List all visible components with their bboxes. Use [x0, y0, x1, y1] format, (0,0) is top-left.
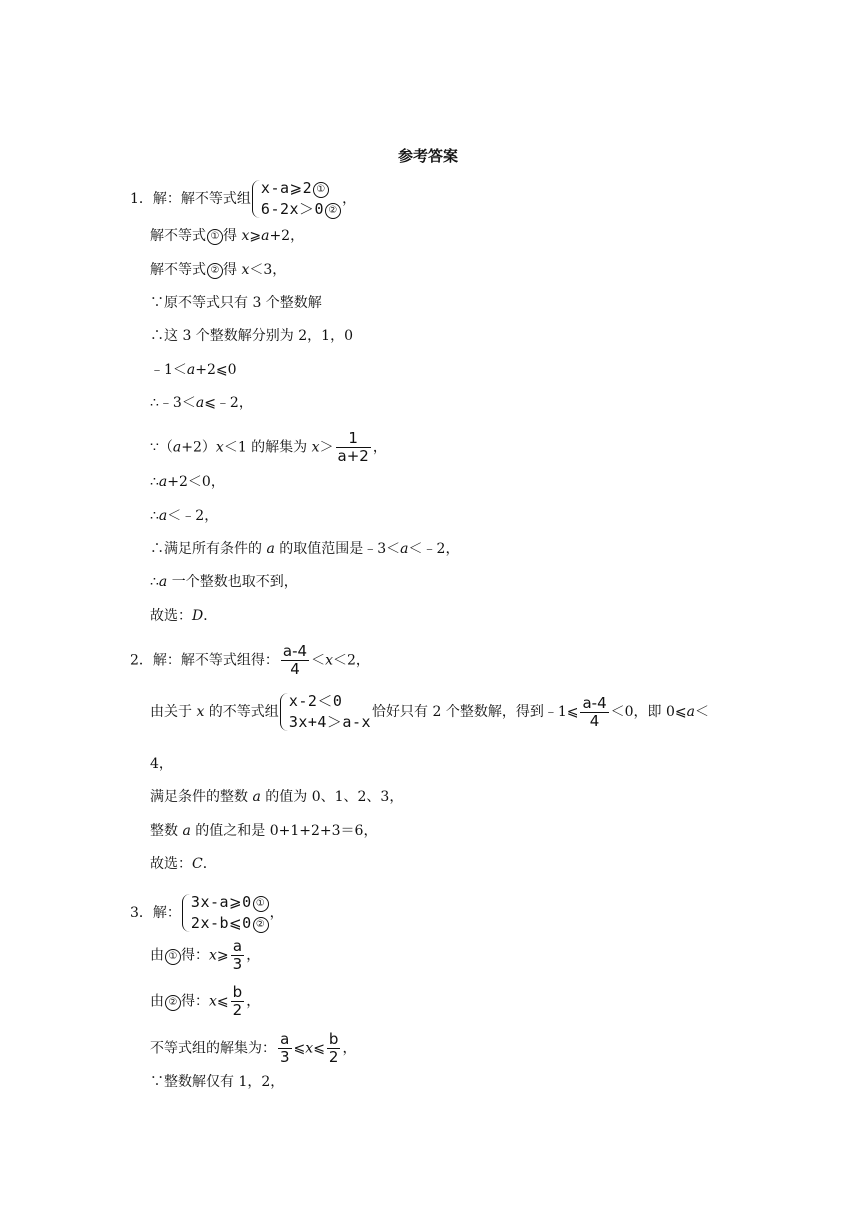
circled-1: ①: [253, 896, 269, 912]
q2-line-4: 满足条件的整数 a 的值为 0、1、2、3，: [150, 789, 404, 805]
circled-2: ②: [325, 203, 341, 219]
circled-2: ②: [207, 263, 223, 279]
q1-line-1: 1．解：解不等式组 x-a⩾2 ① 6-2x＞0 ② ，: [130, 179, 357, 218]
q1-line-11: ∴满足所有条件的 a 的取值范围是﹣3＜a＜﹣2，: [150, 541, 460, 557]
q1-line-12: ∴a 一个整数也取不到，: [150, 574, 298, 590]
q2-line-3: 4，: [150, 756, 173, 772]
q1-line-7: ∴﹣3＜a⩽﹣2，: [150, 395, 253, 411]
q1-line-8: ∵（a+2）x＜1 的解集为 x＞ $\frac{1}{a+2}$ ，: [150, 429, 387, 465]
question-number: 1．: [130, 191, 153, 207]
circled-1: ①: [207, 229, 223, 245]
q1-line-5: ∴这 3 个整数解分别为 2，1，0: [150, 328, 353, 344]
circled-2: ②: [165, 995, 181, 1011]
q1-line-10: ∴a＜﹣2，: [150, 508, 219, 524]
inequality-system: 3x-a⩾0 ① 2x-b⩽0 ②: [182, 892, 269, 934]
circled-1: ①: [313, 182, 329, 198]
fraction: $\frac{a}{3}$: [232, 937, 243, 973]
q3-line-5: ∵整数解仅有 1，2，: [150, 1074, 285, 1090]
q3-line-4: 不等式组的解集为： $\frac{a}{3}$ ⩽x⩽ $\frac{b}{2}$ ，: [150, 1030, 357, 1066]
q1-line-2: 解不等式 ① 得 x⩾a+2，: [150, 228, 305, 244]
question-number: 3．: [130, 905, 153, 921]
q2-line-5: 整数 a 的值之和是 0+1+2+3＝6，: [150, 823, 378, 839]
circled-2: ②: [253, 917, 269, 933]
q1-line-6: ﹣1＜a+2⩽0: [150, 362, 237, 378]
question-number: 2．: [130, 652, 153, 669]
q1-line-9: ∴a+2＜0，: [150, 474, 225, 490]
inequality-system: x-2＜0 3x+4＞a-x: [280, 691, 371, 733]
q1-line-13: 故选：D．: [150, 608, 218, 624]
q1-line-4: ∵原不等式只有 3 个整数解: [150, 295, 322, 311]
q3-line-2: 由 ① 得：x⩾ $\frac{a}{3}$ ，: [150, 937, 261, 973]
page-title: 参考答案: [398, 147, 459, 165]
fraction: $\frac{1}{a+2}$: [337, 429, 369, 465]
inequality-system: x-a⩾2 ① 6-2x＞0 ②: [252, 178, 341, 220]
q2-line-2: 由关于 x 的不等式组 x-2＜0 3x+4＞a-x 恰好只有 2 个整数解，得到﹣1⩽ $\frac{a-4}{4}$ ＜0，即 0⩽a＜: [150, 692, 709, 731]
q2-line-6: 故选：C．: [150, 856, 217, 872]
q1-line-3: 解不等式 ② 得 x＜3，: [150, 262, 287, 278]
q3-line-3: 由 ② 得：x⩽ $\frac{b}{2}$ ，: [150, 983, 261, 1019]
fraction: $\frac{b}{2}$: [328, 1030, 339, 1066]
q3-line-1: 3．解： 3x-a⩾0 ① 2x-b⩽0 ② ，: [130, 893, 284, 932]
fraction: $\frac{a}{3}$: [280, 1030, 290, 1066]
fraction: $\frac{a-4}{4}$: [582, 693, 607, 730]
fraction: $\frac{b}{2}$: [232, 983, 243, 1019]
q2-line-1: 2．解：解不等式组得： $\frac{a-4}{4}$ ＜x＜2，: [130, 642, 370, 678]
fraction: $\frac{a-4}{4}$: [282, 642, 308, 678]
circled-1: ①: [165, 949, 181, 965]
